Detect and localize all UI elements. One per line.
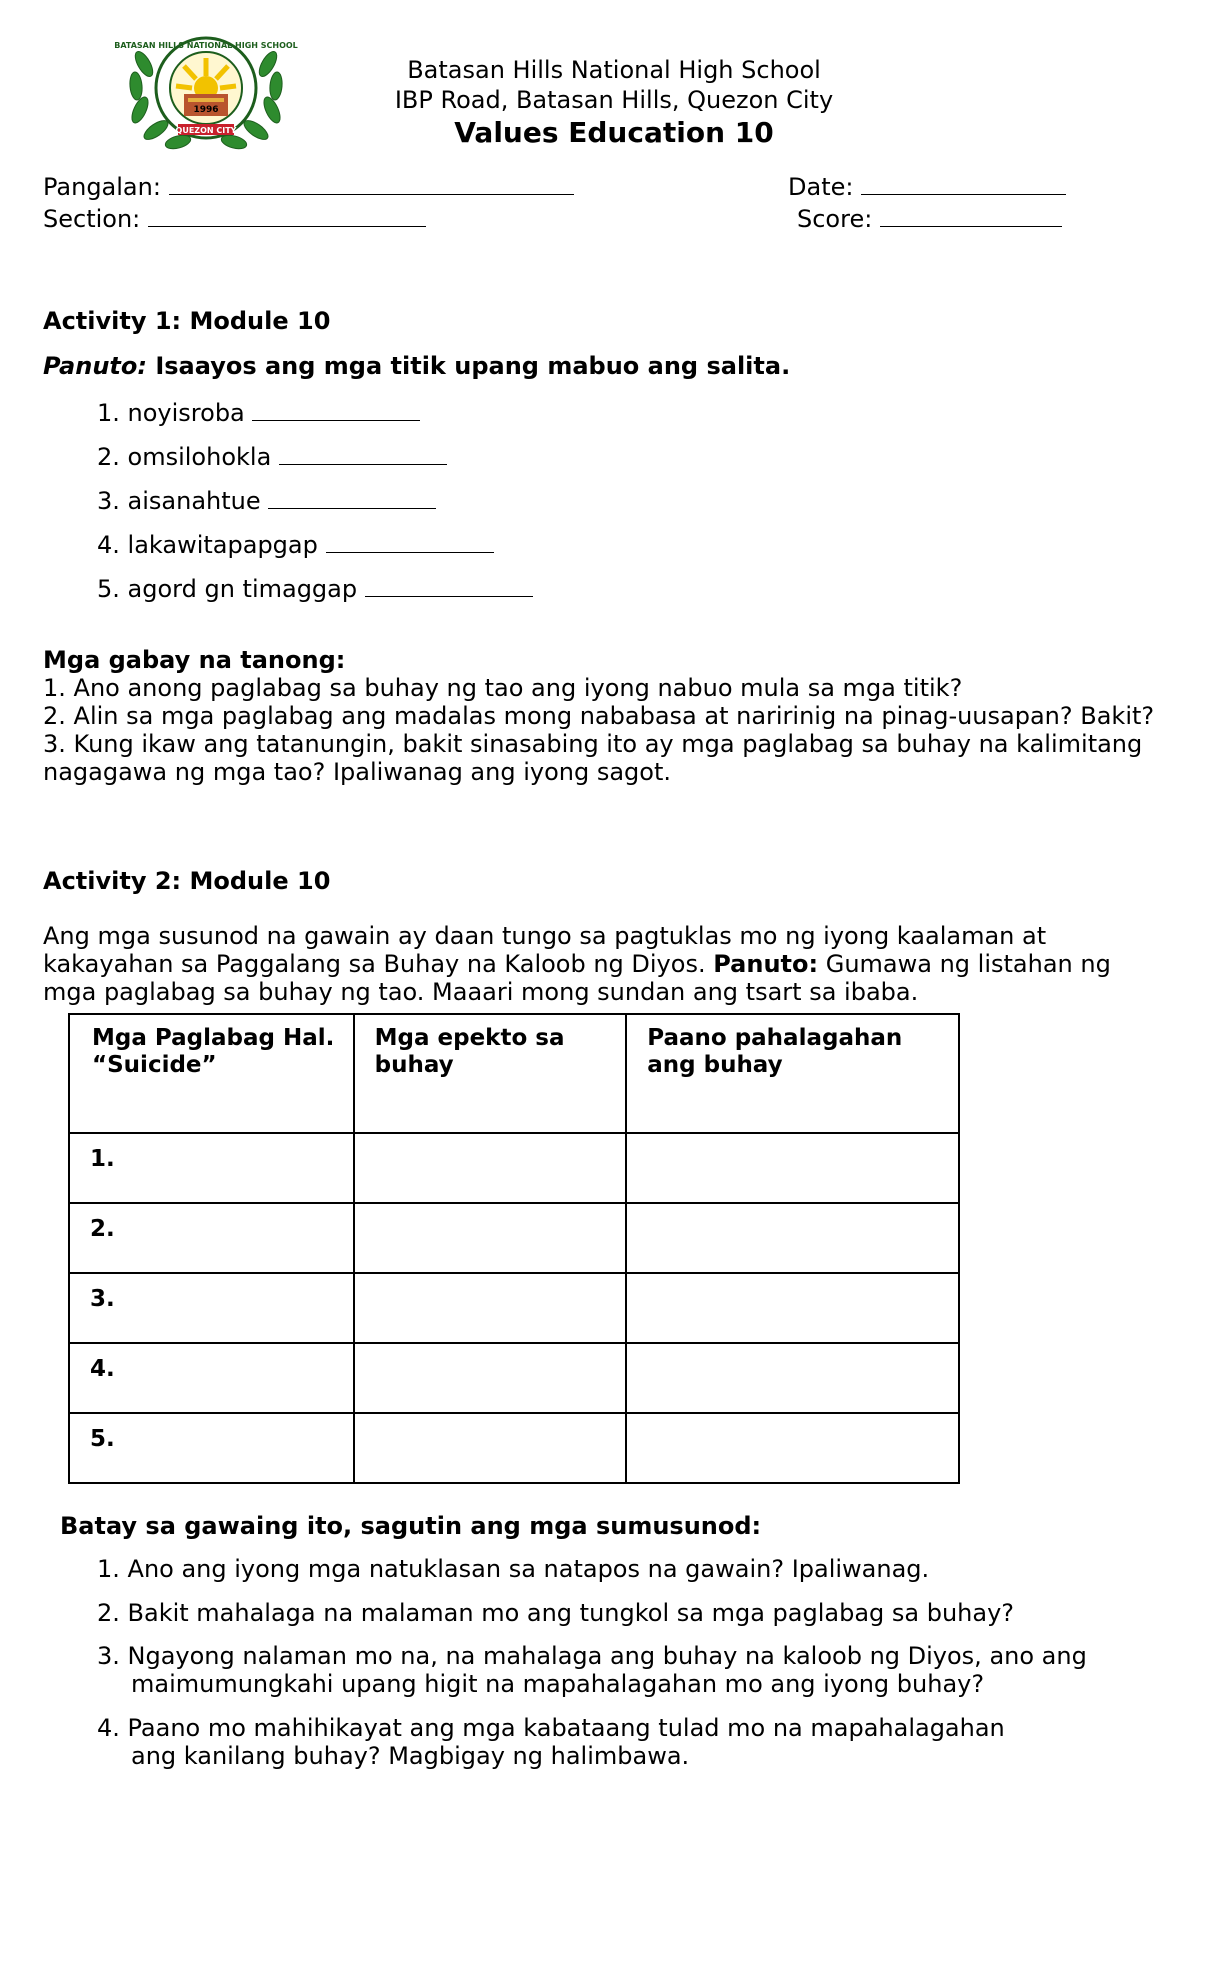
violations-chart-table [68, 1013, 960, 1484]
guide-question: 1. Ano anong paglabag sa buhay ng tao ang iyong nabuo mula sa mga titik? [43, 674, 963, 702]
table-header-cell: Paano pahalagahan ang buhay [626, 1014, 959, 1133]
followup-question: 3. Ngayong nalaman mo na, na mahalaga ang buhay na kaloob ng Diyos, ano ang [97, 1642, 1087, 1670]
followup-question: 4. Paano mo mahihikayat ang mga kabataang tulad mo na mapahalagahan [97, 1714, 1005, 1742]
answer-blank[interactable] [279, 442, 447, 465]
item-text: 3. aisanahtue [97, 487, 261, 515]
item-text: 2. omsilohokla [97, 443, 272, 471]
answer-cell[interactable] [354, 1413, 627, 1483]
table-header-cell: Mga Paglabag Hal. “Suicide” [69, 1014, 354, 1133]
item-text: 4. lakawitapapgap [97, 531, 318, 559]
activity1-item [97, 398, 420, 428]
instruction-text: Isaayos ang mga titik upang mabuo ang salita. [146, 352, 791, 380]
answer-blank[interactable] [365, 574, 533, 597]
table-header-row [69, 1014, 959, 1133]
activity1-title: Activity 1: Module 10 [43, 307, 331, 335]
guide-question: 3. Kung ikaw ang tatanungin, bakit sinasabing ito ay mga paglabag sa buhay na kalimitang nagagawa ng mga tao? Ipaliwanag ang iyong sagot. [43, 730, 1143, 786]
followup-question: 1. Ano ang iyong mga natuklasan sa natapos na gawain? Ipaliwanag. [97, 1555, 930, 1583]
score-label: Score: [797, 205, 873, 233]
item-text: 5. agord gn timaggap [97, 575, 358, 603]
score-field [797, 204, 1062, 234]
date-label: Date: [788, 173, 854, 201]
intro-text: Ang mga susunod na gawain ay daan tungo sa pagtuklas mo ng iyong kaalaman at kakayahan sa Paggalang sa Buhay na Kaloob ng Diyos. [43, 922, 1047, 978]
name-blank[interactable] [169, 172, 574, 195]
followup-title: Batay sa gawaing ito, sagutin ang mga sumusunod: [60, 1512, 762, 1540]
row-number-cell: 5. [69, 1413, 354, 1483]
panuto-text: Gumawa ng listahan ng mga paglabag sa buhay ng tao. Maaari mong sundan ang tsart sa ibaba. [43, 950, 1111, 1006]
seal-year: 1996 [193, 105, 219, 115]
row-number-cell: 2. [69, 1203, 354, 1273]
date-field [788, 172, 1066, 202]
seal-city: QUEZON CITY [175, 126, 237, 135]
answer-blank[interactable] [326, 530, 494, 553]
followup-question-cont: ang kanilang buhay? Magbigay ng halimbawa. [131, 1742, 690, 1770]
name-field [43, 172, 574, 202]
answer-cell[interactable] [354, 1203, 627, 1273]
activity1-item [97, 442, 447, 472]
answer-cell[interactable] [354, 1133, 627, 1203]
table-row [69, 1413, 959, 1483]
answer-cell[interactable] [354, 1273, 627, 1343]
guide-question: 2. Alin sa mga paglabag ang madalas mong nababasa at naririnig na pinag-uusapan? Bakit? [43, 702, 1155, 730]
followup-question-cont: maimumungkahi upang higit na mapahalagahan mo ang iyong buhay? [131, 1670, 985, 1698]
activity2-intro [43, 922, 1143, 1006]
table-row [69, 1133, 959, 1203]
name-label: Pangalan: [43, 173, 161, 201]
table-header-cell: Mga epekto sa buhay [354, 1014, 627, 1133]
instruction-label: Panuto: [43, 352, 147, 380]
section-label: Section: [43, 205, 141, 233]
school-address: IBP Road, Batasan Hills, Quezon City [394, 86, 834, 114]
followup-question: 2. Bakit mahalaga na malaman mo ang tungkol sa mga paglabag sa buhay? [97, 1599, 1015, 1627]
activity1-item [97, 574, 533, 604]
answer-cell[interactable] [354, 1343, 627, 1413]
activity2-title: Activity 2: Module 10 [43, 867, 331, 895]
guide-questions [43, 674, 1183, 786]
answer-blank[interactable] [252, 398, 420, 421]
table-row [69, 1203, 959, 1273]
date-blank[interactable] [861, 172, 1066, 195]
table-row [69, 1343, 959, 1413]
row-number-cell: 4. [69, 1343, 354, 1413]
guide-title: Mga gabay na tanong: [43, 646, 346, 674]
activity1-item [97, 486, 436, 516]
answer-cell[interactable] [626, 1273, 959, 1343]
section-blank[interactable] [148, 204, 426, 227]
score-blank[interactable] [880, 204, 1062, 227]
answer-blank[interactable] [268, 486, 436, 509]
seal-text: BATASAN HILLS NATIONAL HIGH SCHOOL [114, 41, 298, 50]
subject-title: Values Education 10 [454, 116, 774, 149]
answer-cell[interactable] [626, 1203, 959, 1273]
panuto-label: Panuto: [713, 950, 819, 978]
school-name: Batasan Hills National High School [407, 56, 821, 84]
item-text: 1. noyisroba [97, 399, 245, 427]
activity1-instruction [43, 351, 790, 381]
activity1-item [97, 530, 494, 560]
answer-cell[interactable] [626, 1413, 959, 1483]
answer-cell[interactable] [626, 1343, 959, 1413]
answer-cell[interactable] [626, 1133, 959, 1203]
section-field [43, 204, 426, 234]
table-row [69, 1273, 959, 1343]
row-number-cell: 3. [69, 1273, 354, 1343]
row-number-cell: 1. [69, 1133, 354, 1203]
